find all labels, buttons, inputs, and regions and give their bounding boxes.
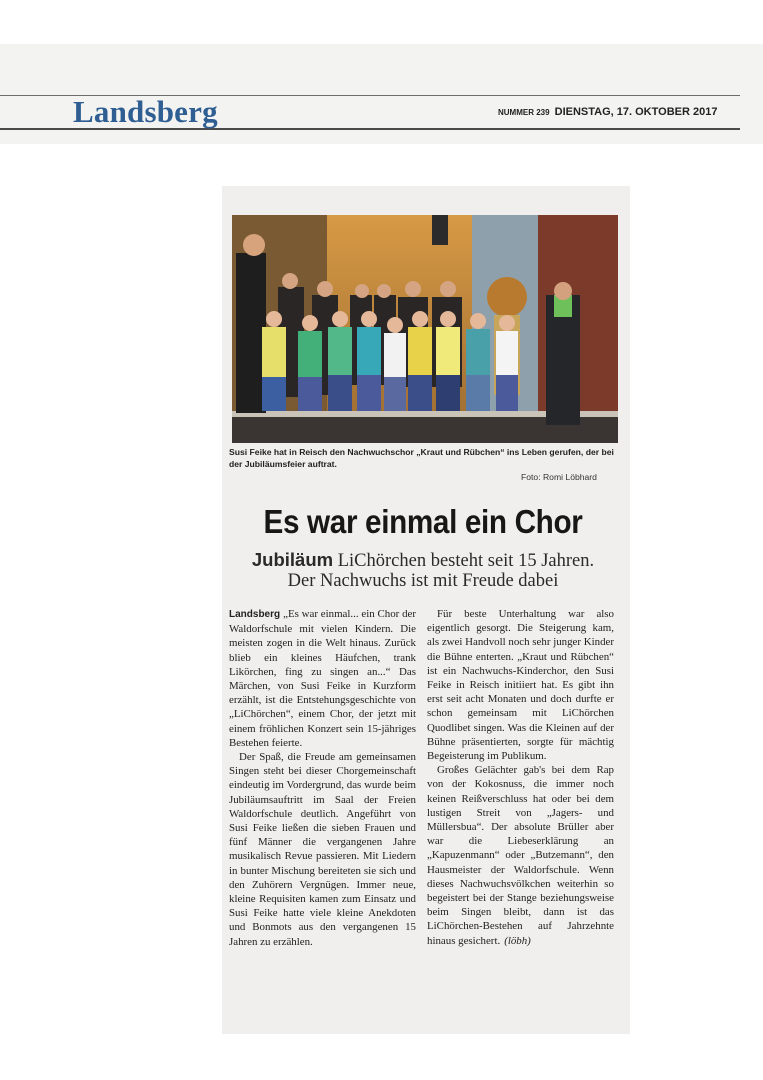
issue-number: NUMMER 239	[498, 108, 550, 117]
article-paragraph: Der Spaß, die Freude am gemeinsamen Singen steht bei dieser Chorgemeinschaft eindeutig im Vordergrund, das wurde beim Jubiläumsauftritt im Saal der Freien Waldorfschule deutlich. Angeführt von Susi Feike ließen die sieben Frauen und fünf Männer die vergangenen Jahre musikalisch Revue passieren. Mit Liedern in bunter Mischung bereiteten sie sich und den Zuhörern Vergnügen. Immer neue, kleine Requisiten kamen zum Einsatz und Susi Feike hatte viele kleine Anekdoten und Bonmots aus den vergangenen 15 Jahren zu erzählen.	[229, 751, 416, 948]
article-headline: Es war einmal ein Chor	[263, 503, 583, 540]
issue-info	[498, 106, 717, 118]
article-paragraph	[229, 607, 416, 750]
section-title: Landsberg	[73, 94, 218, 129]
article-paragraph: Für beste Unterhaltung war also eigentlich gesorgt. Die Steigerung kam, als zwei Handvoll noch sehr junger Kinder die Bühne enterten. „Kraut und Rübchen“ ist ein Nachwuchs-Kinderchor, den Susi Feike in Reisch initiiert hat. Es gibt ihn erst seit acht Monaten und doch durfte er schon gemeinsam mit LiChörchen Quodlibet singen. Was die Kleinen auf der Bühne präsentierten, sorgte für mächtig Begeisterung im Publikum.	[427, 608, 614, 763]
paragraph-text: Großes Gelächter gab's bei dem Rap von der Kokosnuss, die immer noch keinen Reißverschluss hat oder bei dem lustigen Streit von „Jagers- und Müllersbua“. Der absolute Brüller aber war die Liebeserklärung an „Kapuzenmann“ oder „Butzemann“, den Hausmeister der Waldorfschule. Wenn dieses Nachwuchsvölkchen weiterhin so begeistert bei der Stange beziehungsweise beim Singen bleibt, dann ist das LiChörchen-Bestehen auf Jahrzehnte hinaus gesichert.	[427, 764, 614, 947]
article-location: Landsberg	[229, 609, 281, 620]
article-subhead-line2: Der Nachwuchs ist mit Freude dabei	[287, 571, 559, 591]
photo-caption: Susi Feike hat in Reisch den Nachwuchschor „Kraut und Rübchen“ ins Leben gerufen, der bei der Jubiläumsfeier auftrat.	[229, 447, 614, 469]
photo-credit: Foto: Romi Löbhard	[521, 472, 597, 482]
article-subhead-line1	[226, 549, 620, 572]
article-paragraph	[427, 763, 614, 948]
issue-date: DIENSTAG, 17. OKTOBER 2017	[554, 106, 718, 118]
article-column-left	[229, 607, 416, 949]
choir-photo	[232, 215, 618, 443]
subhead-text: LiChörchen besteht seit 15 Jahren.	[337, 551, 595, 571]
paragraph-text: „Es war einmal... ein Chor der Waldorfschule mit vielen Kindern. Die meisten zogen in die Welt hinaus. Zurück blieb ein kleines Häufchen, trank Likörchen, fing zu singen an...“ Das Märchen, von Susi Feike in Kurzform erzählt, ist die Entstehungsgeschichte von „LiChörchen“, einem Chor, der jetzt mit einem fröhlichen Konzert sein 15-jähriges Bestehen feierte.	[229, 608, 416, 749]
article-kicker: Jubiläum	[251, 549, 334, 570]
choir-photo-image	[232, 215, 618, 443]
article-author: (löbh)	[504, 934, 531, 947]
article-column-right	[427, 607, 614, 948]
